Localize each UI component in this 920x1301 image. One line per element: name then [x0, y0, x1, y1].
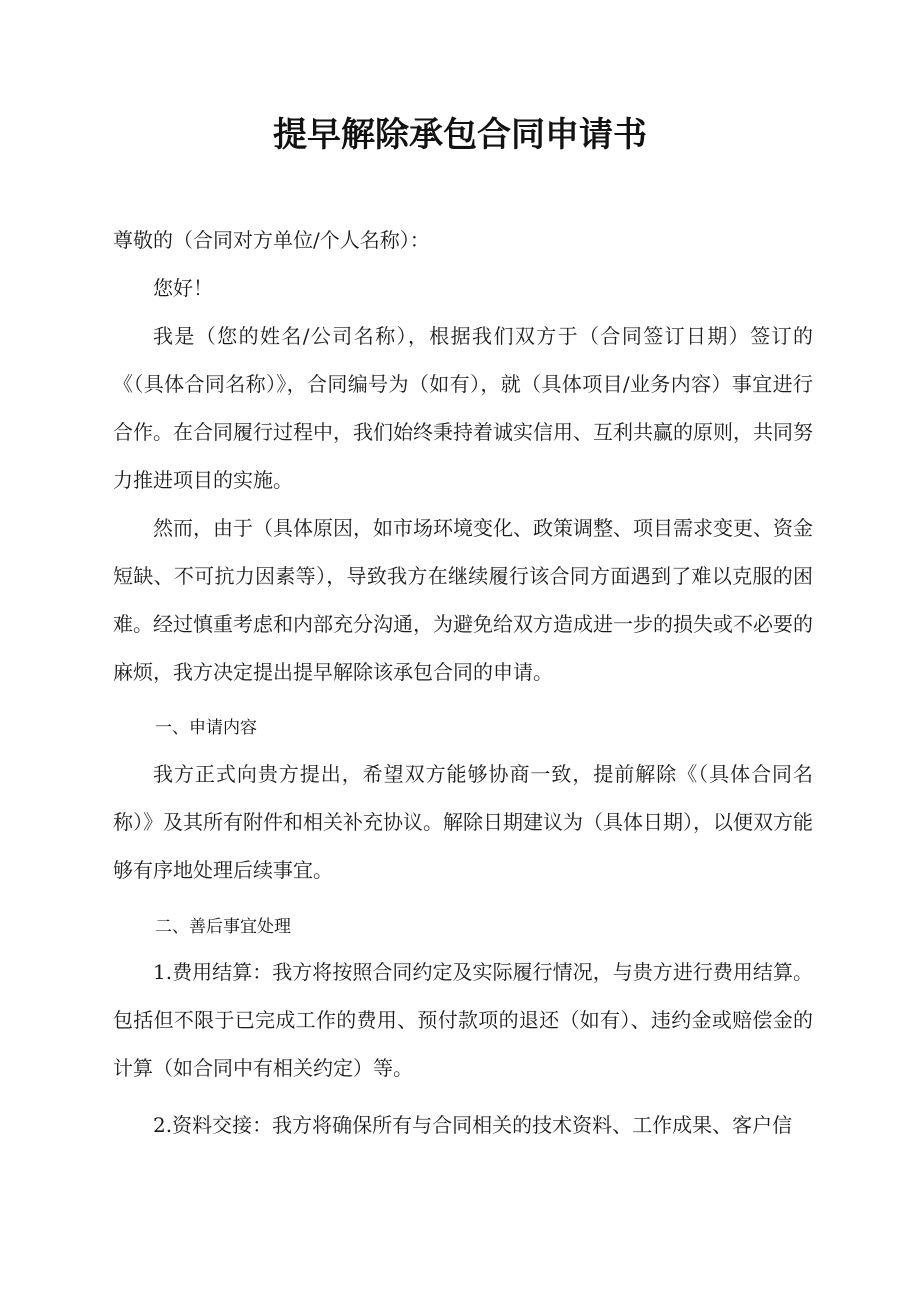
- section1-paragraph: 我方正式向贵方提出，希望双方能够协商一致，提前解除《（具体合同名称）》及其所有附件和相关补充协议。解除日期建议为（具体日期），以便双方能够有序地处理后续事宜。: [113, 762, 813, 882]
- section2-item2-block: [113, 1101, 813, 1149]
- intro-paragraph: 我是（您的姓名/公司名称），根据我们双方于（合同签订日期）签订的《（具体合同名称）》，合同编号为（如有），就（具体项目/业务内容）事宜进行合作。在合同履行过程中，我们始终秉持着诚实信用、互利共赢的原则，共同努力推进项目的实施。: [113, 324, 813, 492]
- salutation: 尊敬的（合同对方单位/个人名称）：: [113, 228, 430, 252]
- document-title: 提早解除承包合同申请书: [273, 115, 647, 155]
- section1-heading: 一、申请内容: [155, 718, 257, 738]
- greeting: 您好！: [153, 276, 213, 300]
- opening-block: [113, 216, 813, 696]
- reason-paragraph: 然而，由于（具体原因，如市场环境变化、政策调整、项目需求变更、资金短缺、不可抗力因素等），导致我方在继续履行该合同方面遇到了难以克服的困难。经过慎重考虑和内部充分沟通，为避免给双方造成进一步的损失或不必要的麻烦，我方决定提出提早解除该承包合同的申请。: [113, 516, 813, 684]
- section1-block: [113, 750, 813, 894]
- section2-item1: 1.费用结算：我方将按照合同约定及实际履行情况，与贵方进行费用结算。包括但不限于已完成工作的费用、预付款项的退还（如有）、违约金或赔偿金的计算（如合同中有相关约定）等。: [113, 960, 813, 1080]
- section2-heading: 二、善后事宜处理: [155, 917, 291, 937]
- section2-item1-block: [113, 948, 813, 1092]
- section2-item2: 2.资料交接：我方将确保所有与合同相关的技术资料、工作成果、客户信: [153, 1113, 793, 1137]
